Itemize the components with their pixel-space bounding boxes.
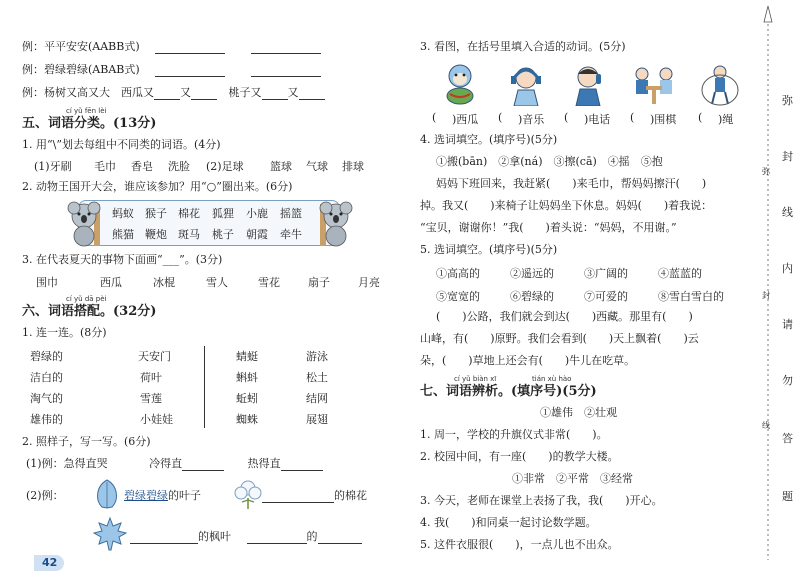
r-q5-line1[interactable]: ( )公路，我们就会到达( )西藏。那里有( ) — [436, 310, 693, 323]
sec7-s2[interactable]: 2. 校园中间，有一座( )的教学大楼。 — [420, 450, 619, 463]
q1-word[interactable]: 洗脸 — [168, 160, 190, 173]
sec6-pinyin: cí yǔ dā pèi — [66, 295, 107, 303]
answer-blank[interactable] — [130, 531, 198, 544]
aabb-example — [22, 40, 321, 54]
animal-word[interactable]: 猴子 — [145, 207, 167, 220]
r-q4-line2[interactable]: 掉。我又( )来椅子让妈妈坐下休息。妈妈( )着我说： — [420, 199, 713, 212]
leaf-icon — [92, 478, 122, 510]
sec7-pinyin2: tián xù hào — [532, 375, 572, 383]
match-word[interactable]: 蚯蚓 — [236, 392, 258, 405]
answer-blank[interactable] — [251, 64, 321, 77]
margin-char: 请 — [782, 318, 793, 331]
chess-players-icon — [632, 62, 676, 106]
margin-char: 封 — [782, 150, 793, 163]
verb-paren-open: ( — [432, 111, 437, 124]
again-example — [22, 86, 325, 100]
answer-blank[interactable] — [182, 458, 224, 471]
animal-word[interactable]: 熊猫 — [112, 228, 134, 241]
r-q4-options: ①搬(bān) ②拿(ná) ③擦(cā) ④摇 ⑤抱 — [436, 155, 663, 168]
sec7-s5[interactable]: 5. 这件衣服很( )，一点儿也不出众。 — [420, 538, 619, 551]
answer-blank[interactable] — [318, 531, 362, 544]
verb-paren-open: ( — [498, 111, 503, 124]
maple-line — [130, 530, 362, 544]
margin-small-char: 封 — [762, 291, 770, 300]
animal-word[interactable]: 狐狸 — [212, 207, 234, 220]
q1-word[interactable]: 篮球 — [270, 160, 292, 173]
animal-word[interactable]: 斑马 — [178, 228, 200, 241]
r-q4-line1[interactable]: 妈妈下班回来，我赶紧( )来毛巾，帮妈妈擦汗( ) — [436, 177, 707, 190]
r-q3-instruction: 3. 看图，在括号里填入合适的动词。(5分) — [420, 40, 626, 53]
answer-blank[interactable] — [262, 87, 288, 100]
q1-instruction: 1. 用“\”划去每组中不同类的词语。(4分) — [22, 138, 221, 151]
example-1 — [26, 457, 323, 471]
summer-word[interactable]: 围巾 — [36, 276, 58, 289]
verb-paren-open: ( — [564, 111, 569, 124]
again-label: 例：杨树又高又大 西瓜又 — [22, 86, 154, 99]
again-peach: 桃子又 — [228, 86, 262, 99]
sec7-s3[interactable]: 3. 今天，老师在课堂上表扬了我，我( )开心。 — [420, 494, 663, 507]
again-mid2: 又 — [287, 86, 299, 99]
ex1-b: 热得直 — [247, 457, 281, 470]
q5-option: ①高高的 — [436, 267, 480, 280]
sec7-title: 七、词语辨析。(填序号)(5分) — [420, 384, 597, 399]
r-q5-instruction: 5. 选词填空。(填序号)(5分) — [420, 243, 558, 256]
margin-small-char: 弥 — [762, 167, 770, 176]
q6-1-instruction: 1. 连一连。(8分) — [22, 326, 107, 339]
answer-blank[interactable] — [281, 458, 323, 471]
r-q4-line3[interactable]: “宝贝，谢谢你！”我( )着头说：“妈妈，不用谢。” — [420, 221, 677, 234]
ex2-suffix: 的叶子 — [168, 489, 201, 502]
r-q5-line2[interactable]: 山峰，有( )原野。我们会看到( )天上飘着( )云 — [420, 332, 699, 345]
boy-phone-icon — [568, 62, 608, 106]
q5-option: ⑧雪白雪白的 — [658, 290, 724, 303]
verb-blank-chess[interactable]: )围棋 — [650, 113, 677, 126]
q1-word[interactable]: 毛巾 — [94, 160, 116, 173]
match-word[interactable]: 荷叶 — [140, 371, 162, 384]
r-q5-line3[interactable]: 朵，( )草地上还会有( )牛儿在吃草。 — [420, 354, 636, 367]
animal-word[interactable]: 蚂蚁 — [112, 207, 134, 220]
page-number-badge — [34, 555, 64, 571]
match-word[interactable]: 蜻蜓 — [236, 350, 258, 363]
q3-instruction: 3. 在代表夏天的事物下面画“___”。(3分) — [22, 253, 223, 266]
cotton-icon — [232, 476, 264, 510]
match-word[interactable]: 松土 — [306, 371, 328, 384]
koala-left-icon — [66, 198, 108, 248]
q5-option: ⑥碧绿的 — [510, 290, 554, 303]
answer-blank[interactable] — [262, 490, 334, 503]
aabb-label: 例：平平安安(AABB式) — [22, 40, 140, 53]
answer-blank[interactable] — [251, 41, 321, 54]
sec5-title: 五、词语分类。(13分) — [22, 116, 157, 131]
margin-char: 内 — [782, 262, 793, 275]
sec7-options2: ①非常 ②平常 ③经常 — [512, 472, 633, 485]
match-word[interactable]: 碧绿的 — [30, 350, 63, 363]
sec7-s1[interactable]: 1. 周一，学校的升旗仪式非常( )。 — [420, 428, 608, 441]
margin-char: 答 — [782, 432, 793, 445]
match-word[interactable]: 雄伟的 — [30, 413, 63, 426]
match-word[interactable]: 小娃娃 — [140, 413, 173, 426]
girl-headphones-icon — [506, 62, 546, 106]
match-word[interactable]: 淘气的 — [30, 392, 63, 405]
summer-word[interactable]: 西瓜 — [100, 276, 122, 289]
summer-word[interactable]: 扇子 — [308, 276, 330, 289]
animal-word[interactable]: 桃子 — [212, 228, 234, 241]
margin-small-char: 线 — [762, 421, 770, 430]
q5-option: ⑦可爱的 — [584, 290, 628, 303]
koala-right-icon — [312, 198, 354, 248]
abab-example — [22, 63, 321, 77]
ex2-word: 碧绿碧绿 — [124, 489, 168, 502]
verb-paren-open: ( — [630, 111, 635, 124]
verb-blank-music[interactable]: )音乐 — [518, 113, 545, 126]
ex2-cotton-line — [262, 489, 367, 503]
monkey-watermelon-icon — [440, 62, 480, 106]
q6-2-instruction: 2. 照样子，写一写。(6分) — [22, 435, 151, 448]
summer-word[interactable]: 冰棍 — [153, 276, 175, 289]
ex2-prefix: (2)例： — [26, 489, 64, 502]
match-word[interactable]: 天安门 — [138, 350, 171, 363]
sec7-pinyin1: cí yǔ biàn xī — [454, 375, 497, 383]
answer-blank[interactable] — [155, 41, 225, 54]
q1-word[interactable]: 排球 — [342, 160, 364, 173]
match-word[interactable]: 洁白的 — [30, 371, 63, 384]
sec5-pinyin: cí yǔ fēn lèi — [66, 107, 107, 115]
margin-char: 线 — [782, 206, 793, 219]
verb-blank-watermelon[interactable]: )西瓜 — [452, 113, 479, 126]
q1-word[interactable]: (1)牙刷 — [34, 160, 72, 173]
animal-word[interactable]: 鞭炮 — [145, 228, 167, 241]
answer-blank[interactable] — [299, 87, 325, 100]
answer-blank[interactable] — [154, 87, 180, 100]
q5-option: ⑤宽宽的 — [436, 290, 480, 303]
match-word[interactable]: 结网 — [306, 392, 328, 405]
ex2-text — [124, 489, 201, 503]
animal-word[interactable]: 摇篮 — [280, 207, 302, 220]
summer-word[interactable]: 雪人 — [206, 276, 228, 289]
match-word[interactable]: 游泳 — [306, 350, 328, 363]
answer-blank[interactable] — [191, 87, 217, 100]
match-word[interactable]: 展翅 — [306, 413, 328, 426]
de-text: 的 — [306, 530, 318, 543]
animal-word[interactable]: 棉花 — [178, 207, 200, 220]
answer-blank[interactable] — [155, 64, 225, 77]
verb-blank-rope[interactable]: )绳 — [718, 113, 734, 126]
q5-option: ②遥远的 — [510, 267, 554, 280]
again-mid: 又 — [180, 86, 191, 99]
match-word[interactable]: 雪莲 — [140, 392, 162, 405]
summer-word[interactable]: 月亮 — [358, 276, 380, 289]
verb-blank-phone[interactable]: )电话 — [584, 113, 611, 126]
match-word[interactable]: 蜘蛛 — [236, 413, 258, 426]
summer-word[interactable]: 雪花 — [258, 276, 280, 289]
sec7-s4[interactable]: 4. 我( )和同桌一起讨论数学题。 — [420, 516, 597, 529]
jump-rope-icon — [700, 62, 740, 106]
margin-char: 题 — [782, 490, 793, 503]
margin-char: 弥 — [782, 94, 793, 107]
abab-label: 例：碧绿碧绿(ABAB式) — [22, 63, 140, 76]
q2-instruction: 2. 动物王国开大会，谁应该参加？用“○”圈出来。(6分) — [22, 180, 293, 193]
q1-word[interactable]: 气球 — [306, 160, 328, 173]
sec7-options1: ①雄伟 ②壮观 — [540, 406, 617, 419]
match-word[interactable]: 蝌蚪 — [236, 371, 258, 384]
answer-blank[interactable] — [247, 531, 307, 544]
q1-word[interactable]: 香皂 — [131, 160, 153, 173]
verb-paren-open: ( — [698, 111, 703, 124]
margin-char: 勿 — [782, 374, 793, 387]
animal-word[interactable]: 小鹿 — [246, 207, 268, 220]
q1-word[interactable]: (2)足球 — [206, 160, 244, 173]
ex1-label: (1)例：急得直哭 — [26, 457, 108, 470]
q5-option: ③广阔的 — [584, 267, 628, 280]
sec6-title: 六、词语搭配。(32分) — [22, 304, 157, 319]
match-divider — [204, 346, 205, 428]
ex1-a: 冷得直 — [149, 457, 183, 470]
q5-option: ④蓝蓝的 — [658, 267, 702, 280]
maple-leaf-icon — [92, 516, 128, 552]
page-number: 42 — [42, 556, 58, 569]
animal-word[interactable]: 牵牛 — [280, 228, 302, 241]
r-q4-instruction: 4. 选词填空。(填序号)(5分) — [420, 133, 558, 146]
maple-text: 的枫叶 — [198, 530, 231, 543]
ex2-cotton: 的棉花 — [334, 489, 367, 502]
animal-word[interactable]: 朝霞 — [246, 228, 268, 241]
